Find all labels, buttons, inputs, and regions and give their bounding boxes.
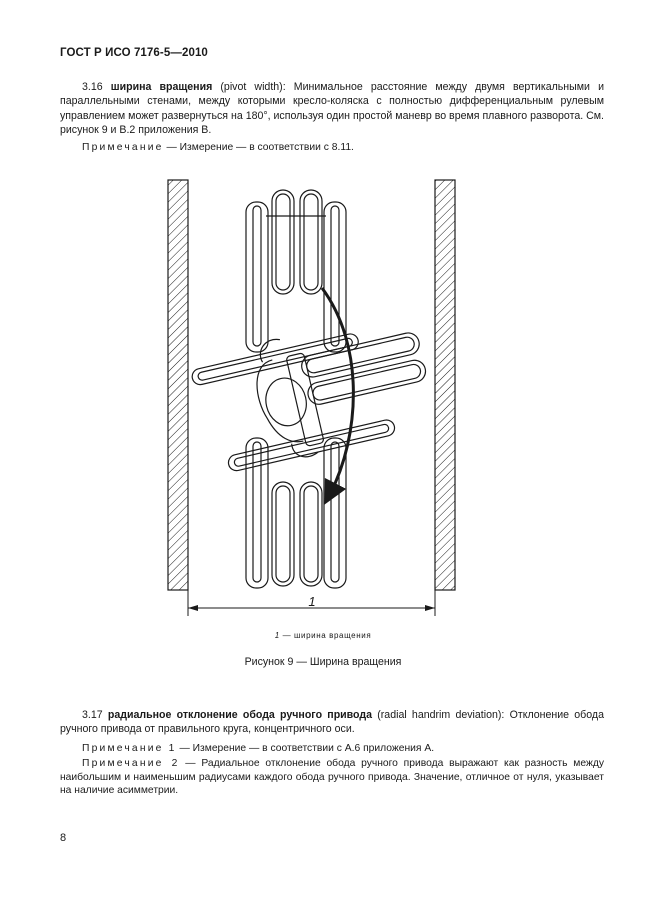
dimension-arrow-left — [188, 605, 198, 611]
legend-text: — ширина вращения — [279, 631, 372, 640]
section-number: 3.17 — [82, 709, 103, 721]
note-1-3-17 — [82, 743, 434, 754]
note-3-16 — [82, 142, 354, 153]
dimension-label: 1 — [308, 594, 316, 609]
rotation-arrow — [322, 288, 353, 494]
definition: : Отклонение обода ручного привода от правильного круга, концентричного оси. — [60, 709, 604, 736]
term-english: (radial handrim deviation) — [377, 709, 502, 721]
wheelchair-end-position — [246, 438, 346, 588]
term: ширина вращения — [110, 81, 213, 93]
wheelchair-rotated-position — [188, 308, 439, 478]
figure-9-pivot-width-diagram — [160, 176, 470, 621]
note-label: Примечание 1 — [82, 743, 177, 754]
note-label: Примечание 2 — [82, 758, 180, 769]
note-text: — Радиальное отклонение обода ручного привода выражают как разность между наибольшим и наименьшим радиусами каждого обода ручного привода. Значение, отличное от нуля, указывает на наличие асимметрии. — [60, 758, 604, 797]
section-3-16 — [60, 80, 604, 138]
right-wall — [435, 180, 455, 590]
left-wall — [168, 180, 188, 590]
term: радиальное отклонение обода ручного привода — [107, 709, 372, 721]
section-3-17 — [60, 708, 604, 737]
section-number: 3.16 — [82, 81, 103, 93]
note-text: — Измерение — в соответствии с А.6 приложения А. — [176, 743, 435, 754]
note-2-3-17 — [60, 757, 604, 798]
document-header: ГОСТ Р ИСО 7176-5—2010 — [60, 47, 208, 59]
note-label: Примечание — [82, 142, 164, 153]
term-english: (pivot width) — [220, 81, 283, 93]
figure-caption: Рисунок 9 — Ширина вращения — [244, 656, 402, 668]
figure-legend — [0, 631, 646, 640]
legend-number: 1 — [274, 631, 280, 640]
note-text: — Измерение — в соответствии с 8.11. — [163, 142, 354, 153]
definition: : Минимальное расстояние между двумя вертикальными и параллельными стенами, между которыми кресло-коляска с полностью дифференциальным рулевым управлением может развернуться на 180°, используя один простой маневр во время плавного разворота. См. рисунок 9 и В.2 приложения В. — [60, 81, 604, 137]
wheelchair-start-position — [246, 190, 346, 352]
dimension-arrow-right — [425, 605, 435, 611]
page-number: 8 — [60, 832, 67, 844]
